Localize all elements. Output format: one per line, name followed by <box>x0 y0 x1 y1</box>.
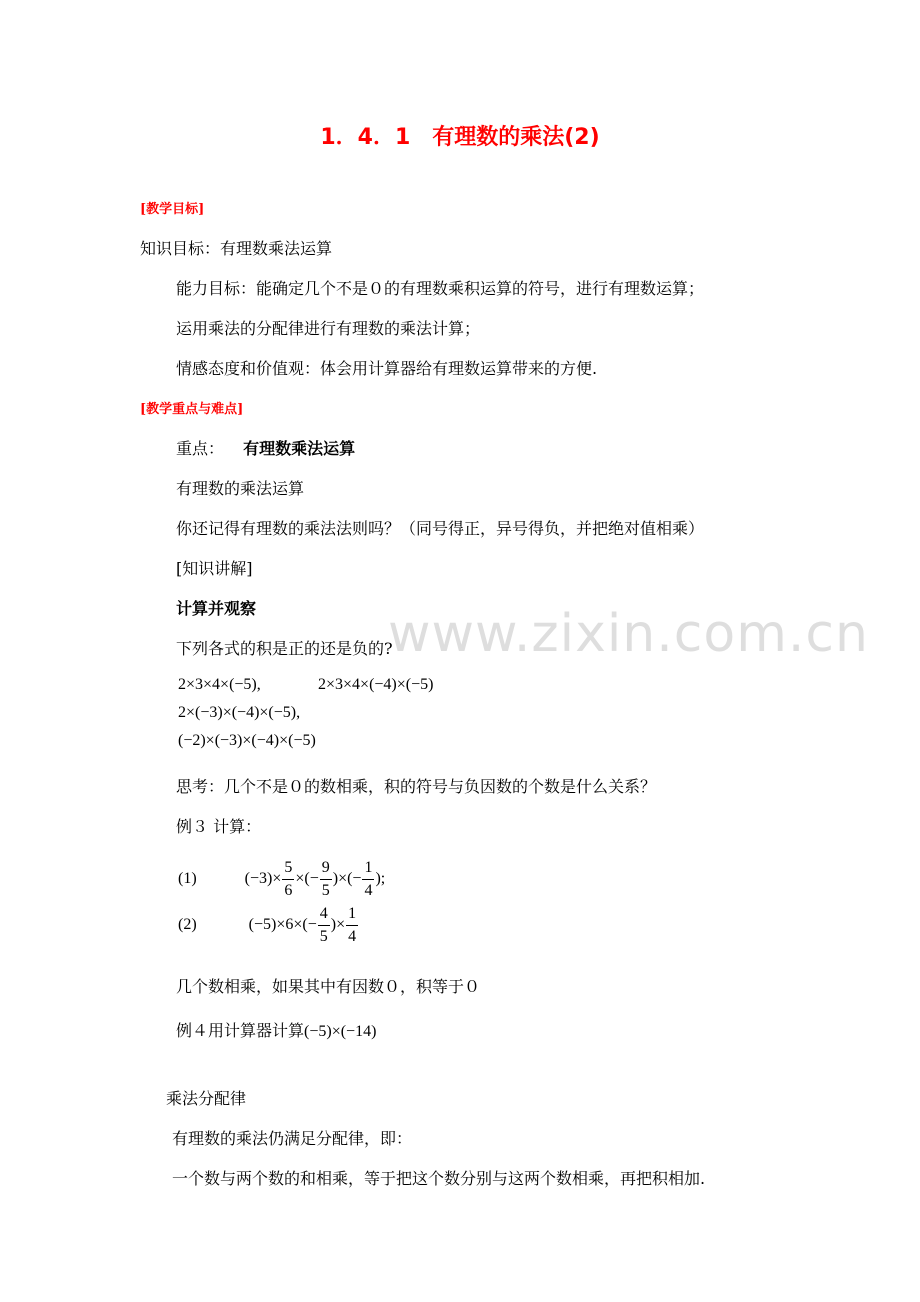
key-point-line2: 你还记得有理数的乘法法则吗？（同号得正，异号得负，并把绝对值相乘） <box>176 519 705 538</box>
knowledge-goal: 知识目标：有理数乘法运算 <box>140 239 333 258</box>
example-4-text: 例４用计算器计算 <box>176 1021 305 1040</box>
section-heading-key-points: [教学重点与难点] <box>140 402 244 417</box>
fraction-numerator: 9 <box>320 860 332 880</box>
fraction-numerator: 5 <box>282 860 294 880</box>
section-heading-goals: [教学目标] <box>140 202 205 217</box>
expression-3: 2×(−3)×(−4)×(−5), <box>178 704 301 721</box>
fraction-numerator: 4 <box>318 906 330 926</box>
distributive-heading: 乘法分配律 <box>166 1089 247 1108</box>
fraction-denominator: 6 <box>284 882 293 899</box>
key-point-label: 重点： <box>176 439 225 458</box>
example-3-part-1 <box>178 860 385 899</box>
page-title: 1．4．1 有理数的乘法(2) <box>320 125 600 150</box>
key-point-line <box>176 436 355 459</box>
fraction-2 <box>346 906 358 945</box>
expr-lead: (−3)× <box>244 870 282 888</box>
expr-mid: ×(− <box>295 870 319 888</box>
section-heading-explain: [知识讲解] <box>176 559 253 578</box>
part-label: (1) <box>178 870 197 888</box>
expression-4: (−2)×(−3)×(−4)×(−5) <box>178 732 316 749</box>
zero-rule: 几个数相乘，如果其中有因数０，积等于０ <box>176 977 481 996</box>
think-question: 思考：几个不是０的数相乘，积的符号与负因数的个数是什么关系？ <box>176 777 657 796</box>
ability-goal-continued: 运用乘法的分配律进行有理数的乘法计算； <box>176 319 481 338</box>
expr-mid: )× <box>330 916 346 934</box>
fraction-3 <box>362 860 374 899</box>
explain-question: 下列各式的积是正的还是负的? <box>176 639 393 658</box>
fraction-denominator: 4 <box>348 928 357 945</box>
expr-tail: ); <box>375 870 386 888</box>
example-3-part-2 <box>178 906 359 945</box>
fraction-2 <box>320 860 332 899</box>
key-point-value: 有理数乘法运算 <box>243 439 356 458</box>
watermark: www.zixin.com.cn <box>388 604 869 664</box>
expression-1: 2×3×4×(−5), <box>178 676 261 693</box>
fraction-numerator: 1 <box>346 906 358 926</box>
fraction-numerator: 1 <box>362 860 374 880</box>
distributive-rule: 一个数与两个数的和相乘，等于把这个数分别与这两个数相乘，再把积相加. <box>172 1169 706 1188</box>
example-3-heading: 例３ 计算： <box>176 817 262 836</box>
fraction-denominator: 4 <box>364 882 373 899</box>
explain-subheading: 计算并观察 <box>176 599 257 618</box>
fraction-1 <box>282 860 294 899</box>
example-4 <box>176 1018 376 1041</box>
example-4-expression: (−5)×(−14) <box>304 1023 377 1040</box>
fraction-denominator: 5 <box>319 928 328 945</box>
fraction-denominator: 5 <box>321 882 330 899</box>
key-point-line1: 有理数的乘法运算 <box>176 479 305 498</box>
expr-mid: )×(− <box>332 870 362 888</box>
fraction-1 <box>318 906 330 945</box>
expression-2: 2×3×4×(−4)×(−5) <box>318 676 434 693</box>
expr-lead: (−5)×6×(− <box>248 916 317 934</box>
ability-goal: 能力目标：能确定几个不是０的有理数乘积运算的符号，进行有理数运算； <box>176 279 705 298</box>
distributive-intro: 有理数的乘法仍满足分配律，即： <box>172 1129 413 1148</box>
part-label: (2) <box>178 916 197 934</box>
emotion-goal: 情感态度和价值观：体会用计算器给有理数运算带来的方便. <box>176 359 598 378</box>
